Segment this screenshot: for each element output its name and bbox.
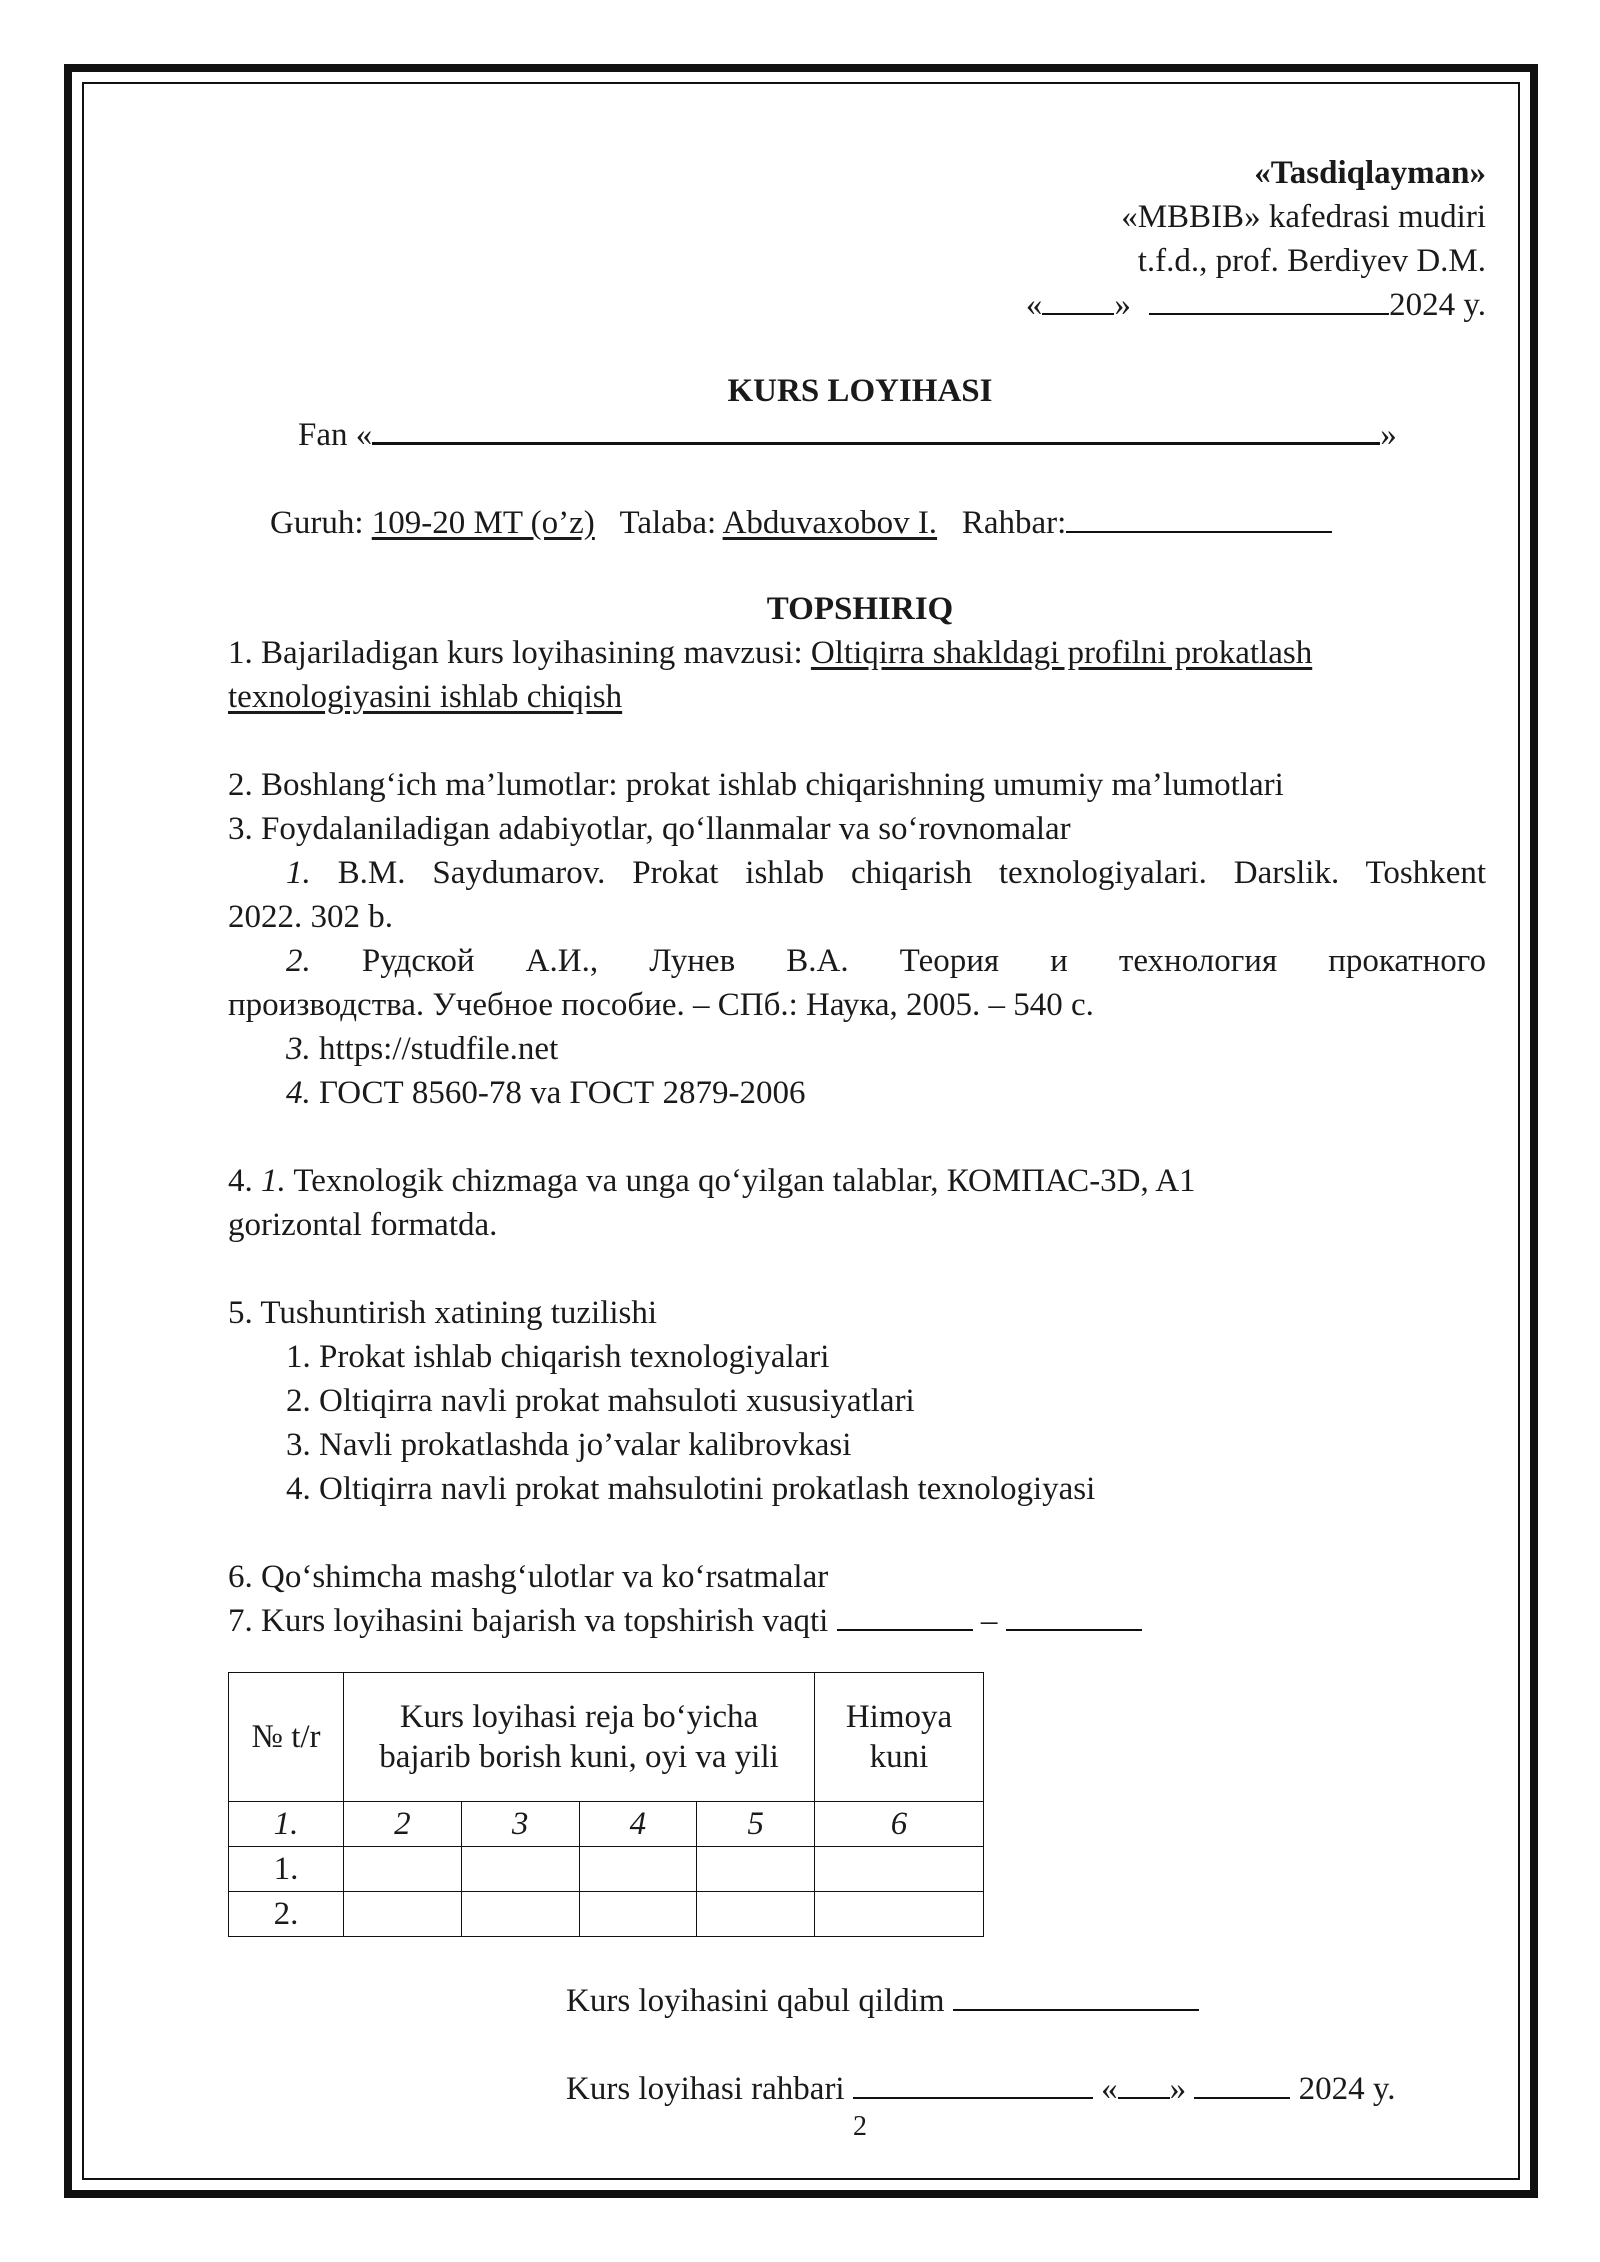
header-plan: Kurs loyihasi reja bo‘yicha bajarib borish kuni, oyi va yili <box>344 1673 815 1802</box>
reference-2-text: Рудской А.И., Лунев В.А. Теория и технология прокатного <box>361 943 1487 979</box>
approval-date <box>1026 284 1486 326</box>
table-cell[interactable] <box>344 1892 462 1937</box>
date-open-quote: « <box>1025 287 1043 323</box>
table-cell[interactable] <box>579 1847 697 1892</box>
reference-1-number: 1. <box>286 855 311 891</box>
item-drawing-text: Texnologik chizmaga va unga qo‘yilgan talablar, КОМПАС-3D, A1 <box>293 1163 1196 1199</box>
structure-section-3: 3. Navli prokatlashda jo’valar kalibrovkasi <box>286 1427 852 1463</box>
page-number: 2 <box>853 2111 867 2142</box>
supervisor-sign-label: Kurs loyihasi rahbari <box>566 2071 845 2107</box>
subject-blank <box>372 442 1380 445</box>
reference-2-line1 <box>286 940 1486 982</box>
item-literature: 3. Foydalaniladigan adabiyotlar, qo‘llanmalar va so‘rovnomalar <box>228 811 1071 847</box>
supervisor-signature-blank <box>853 2097 1093 2099</box>
reference-4-number: 4. <box>286 1075 311 1111</box>
row-number: 1. <box>229 1847 344 1892</box>
table-cell[interactable] <box>815 1892 984 1937</box>
column-number-3: 3 <box>461 1802 579 1847</box>
column-number-5: 5 <box>697 1802 815 1847</box>
schedule-table <box>228 1672 984 1937</box>
topic-value-line1: Oltiqirra shakldagi profilni prokatlash <box>810 635 1313 671</box>
reference-3-text[interactable]: https://studfile.net <box>319 1031 559 1067</box>
table-cell[interactable] <box>697 1847 815 1892</box>
reference-3-number: 3. <box>286 1031 311 1067</box>
item-drawing-line1 <box>228 1160 1196 1202</box>
header-defense: Himoya kuni <box>815 1673 984 1802</box>
table-header-row <box>229 1673 984 1802</box>
column-number-2: 2 <box>344 1802 462 1847</box>
item-additional: 6. Qo‘shimcha mashg‘ulotlar va ko‘rsatmalar <box>228 1559 829 1595</box>
table-cell[interactable] <box>697 1892 815 1937</box>
item-topic <box>228 632 1312 674</box>
table-cell[interactable] <box>344 1847 462 1892</box>
approval-position: «MBBIB» kafedrasi mudiri <box>1121 199 1486 235</box>
column-number-6: 6 <box>815 1802 984 1847</box>
table-column-numbers-row <box>229 1802 984 1847</box>
item-drawing-line2: gorizontal formatda. <box>228 1207 498 1243</box>
reference-4 <box>286 1072 805 1114</box>
page-title: KURS LOYIHASI <box>727 373 993 409</box>
table-cell[interactable] <box>461 1847 579 1892</box>
subject-line <box>298 414 1397 456</box>
reference-4-text: ГОСТ 8560-78 va ГОСТ 2879-2006 <box>319 1075 806 1111</box>
reference-1-text: B.M. Saydumarov. Prokat ishlab chiqarish texnologiyalari. Darslik. Toshkent <box>337 855 1487 891</box>
approval-person: t.f.d., prof. Berdiyev D.M. <box>1137 243 1486 279</box>
subject-close-quote: » <box>1380 417 1397 453</box>
sign-date-open-quote: « <box>1101 2071 1118 2107</box>
supervisor-signature-line <box>566 2068 1395 2110</box>
table-cell[interactable] <box>579 1892 697 1937</box>
student-name: Abduvaxobov I. <box>722 505 938 541</box>
reference-3 <box>286 1028 558 1070</box>
student-label: Talaba: <box>619 505 717 541</box>
table-row <box>229 1892 984 1937</box>
reference-2-number: 2. <box>286 943 311 979</box>
date-close-quote: » <box>1114 287 1131 323</box>
accepted-signature-blank <box>953 2009 1199 2011</box>
structure-section-2: 2. Oltiqirra navli prokat mahsuloti xususiyatlari <box>286 1383 915 1419</box>
header-number: № t/r <box>229 1673 344 1802</box>
deadline-dash: – <box>980 1603 998 1639</box>
item-initial-data: 2. Boshlang‘ich ma’lumotlar: prokat ishlab chiqarishning umumiy ma’lumotlari <box>228 767 1284 803</box>
accepted-label: Kurs loyihasini qabul qildim <box>566 1983 945 2019</box>
table-row <box>229 1847 984 1892</box>
day-blank <box>1042 313 1114 315</box>
table-cell[interactable] <box>815 1847 984 1892</box>
row-number: 2. <box>229 1892 344 1937</box>
month-blank <box>1149 313 1389 315</box>
column-number-1: 1. <box>229 1802 344 1847</box>
structure-section-4: 4. Oltiqirra navli prokat mahsulotini prokatlash texnologiyasi <box>286 1471 1096 1507</box>
reference-1-line1 <box>286 852 1486 894</box>
group-line <box>270 502 1332 544</box>
reference-2-line2: производства. Учебное пособие. – СПб.: Наука, 2005. – 540 с. <box>228 987 1094 1023</box>
item-drawing-number: 4. <box>228 1163 253 1199</box>
deadline-label: 7. Kurs loyihasini bajarish va topshirish vaqti <box>228 1603 829 1639</box>
date-year: 2024 y. <box>1389 287 1486 323</box>
group-value: 109-20 MT (o’z) <box>371 505 595 541</box>
column-number-4: 4 <box>579 1802 697 1847</box>
sign-date-year: 2024 y. <box>1298 2071 1396 2107</box>
deadline-end-blank <box>1006 1629 1142 1631</box>
deadline-start-blank <box>837 1629 973 1631</box>
sign-date-close-quote: » <box>1169 2071 1187 2107</box>
item-drawing-subnumber: 1. <box>261 1163 286 1199</box>
sign-month-blank <box>1194 2097 1290 2099</box>
sign-day-blank <box>1118 2097 1170 2099</box>
group-label: Guruh: <box>270 505 364 541</box>
item-structure-title: 5. Tushuntirish xatining tuzilishi <box>228 1295 658 1331</box>
task-heading: TOPSHIRIQ <box>766 591 954 627</box>
structure-section-1: 1. Prokat ishlab chiqarish texnologiyalari <box>286 1339 830 1375</box>
subject-label: Fan « <box>298 417 373 453</box>
topic-value-line2: texnologiyasini ishlab chiqish <box>228 679 623 715</box>
table-cell[interactable] <box>461 1892 579 1937</box>
approval-title: «Tasdiqlayman» <box>1254 155 1486 191</box>
reference-1-line2: 2022. 302 b. <box>228 899 393 935</box>
topic-label: 1. Bajariladigan kurs loyihasining mavzusi: <box>228 635 803 671</box>
supervisor-label: Rahbar: <box>961 505 1067 541</box>
item-deadline <box>228 1600 1142 1642</box>
supervisor-blank <box>1066 531 1332 533</box>
accepted-line <box>566 1980 1199 2022</box>
